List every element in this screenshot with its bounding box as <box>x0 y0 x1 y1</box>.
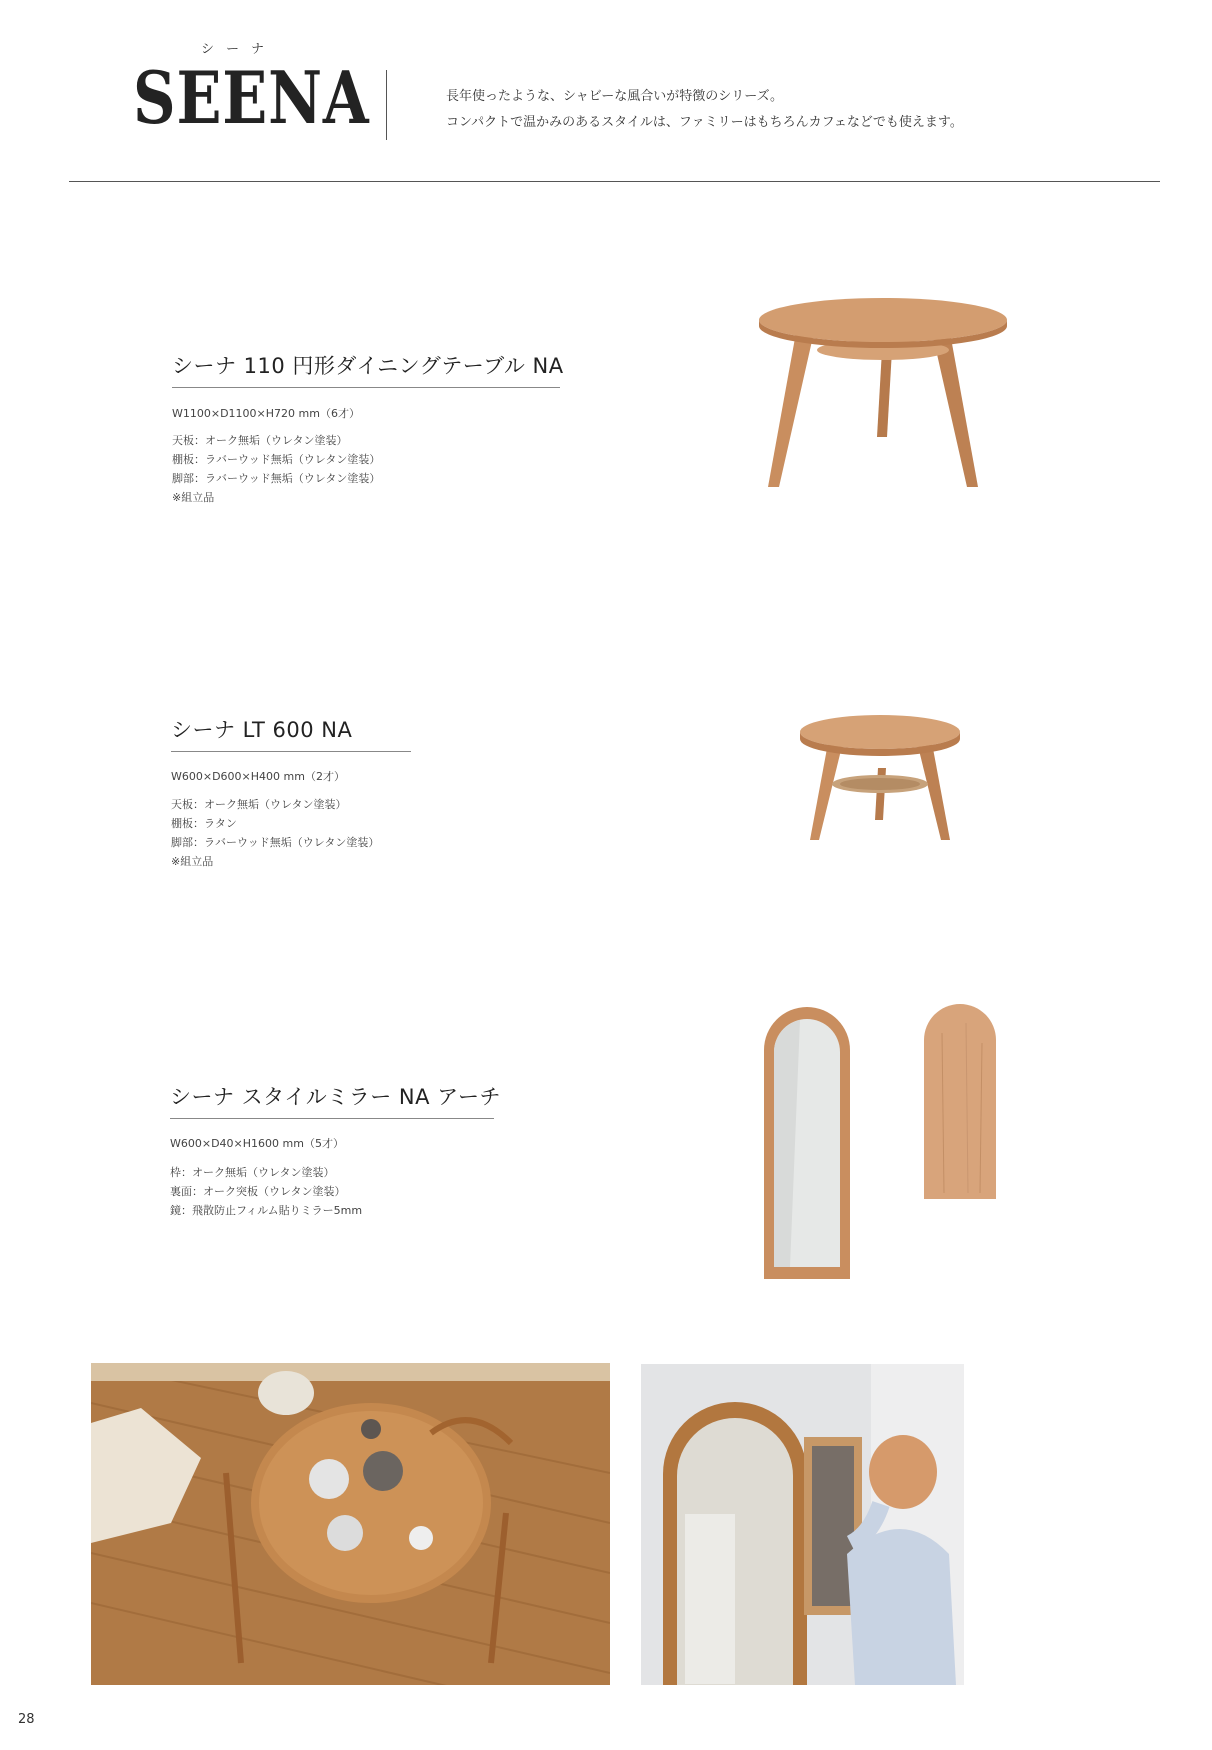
arch-mirror-front-image <box>760 1005 860 1283</box>
page-number: 28 <box>18 1712 35 1727</box>
product-dimensions: W600×D40×H1600 mm（5才） <box>170 1137 344 1150</box>
intro-line: 長年使ったような、シャビーな風合いが特徴のシリーズ。 <box>446 89 783 104</box>
dining-table-image <box>752 292 1022 497</box>
product-title: シーナ 110 円形ダイニングテーブル NA <box>172 354 564 378</box>
product-specs <box>170 1163 362 1220</box>
product-dimensions: W1100×D1100×H720 mm（6才） <box>172 407 360 420</box>
product-specs <box>171 795 379 871</box>
arch-mirror-back-image <box>922 1003 998 1203</box>
intro-line: コンパクトで温かみのあるスタイルは、ファミリーはもちろんカフェなどでも使えます。 <box>446 115 963 130</box>
spec-line: 棚板：ラタン <box>171 817 237 830</box>
spec-line: ※組立品 <box>171 855 214 868</box>
dining-scene-photo <box>91 1363 610 1685</box>
title-underline <box>170 1118 494 1119</box>
product-title: シーナ スタイルミラー NA アーチ <box>170 1085 502 1109</box>
brand-logo: SEENA <box>133 55 370 140</box>
header-divider <box>386 70 387 140</box>
spec-line: 枠：オーク無垢（ウレタン塗装） <box>170 1166 335 1179</box>
title-underline <box>172 387 560 388</box>
spec-line: 天板：オーク無垢（ウレタン塗装） <box>171 798 347 811</box>
mirror-scene-photo <box>641 1364 964 1685</box>
brand-ruby: シーナ <box>201 42 277 57</box>
series-intro <box>446 84 963 136</box>
title-underline <box>171 751 411 752</box>
spec-line: 脚部：ラバーウッド無垢（ウレタン塗装） <box>172 472 381 485</box>
spec-line: 天板：オーク無垢（ウレタン塗装） <box>172 434 348 447</box>
product-title: シーナ LT 600 NA <box>171 718 353 742</box>
spec-line: 脚部：ラバーウッド無垢（ウレタン塗装） <box>171 836 380 849</box>
spec-line: ※組立品 <box>172 491 215 504</box>
product-specs <box>172 431 380 507</box>
spec-line: 鏡：飛散防止フィルム貼りミラー5mm <box>170 1204 363 1217</box>
lamp-table-image <box>798 708 964 846</box>
product-dimensions: W600×D600×H400 mm（2才） <box>171 770 345 783</box>
spec-line: 棚板：ラバーウッド無垢（ウレタン塗装） <box>172 453 381 466</box>
spec-line: 裏面：オーク突板（ウレタン塗装） <box>170 1185 346 1198</box>
header-rule <box>69 181 1160 182</box>
